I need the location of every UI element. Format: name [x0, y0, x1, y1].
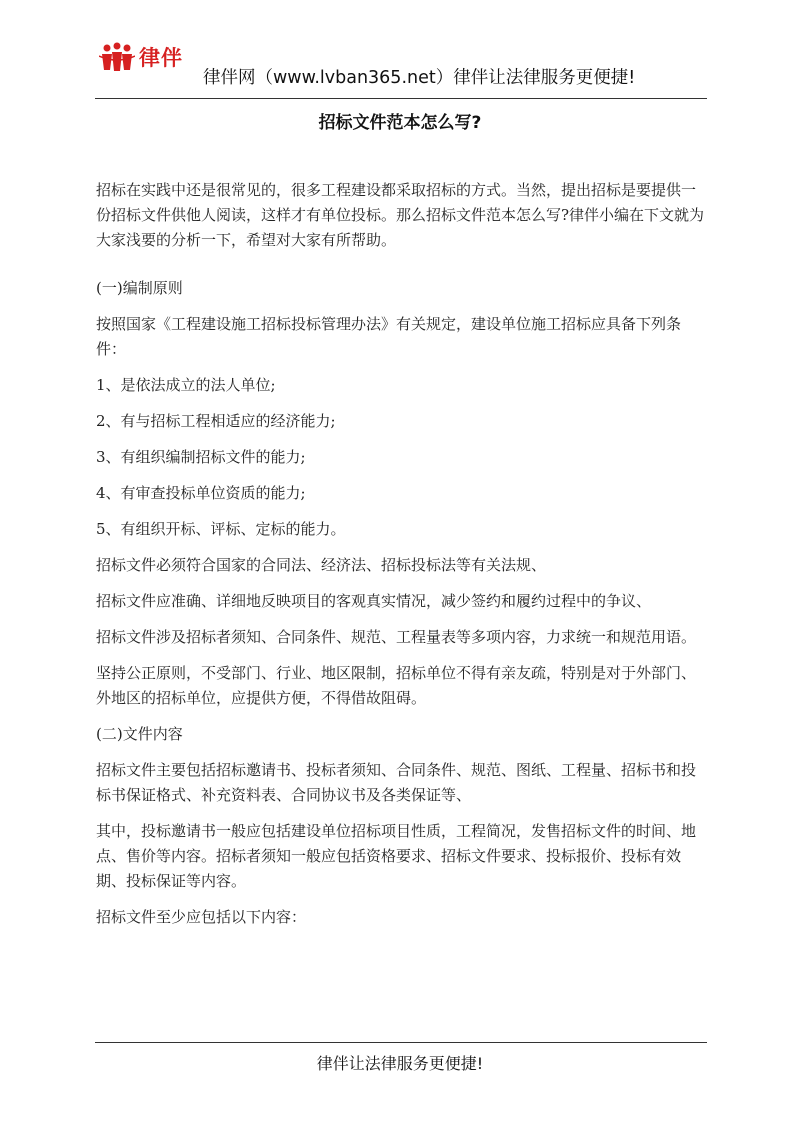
- footer-slogan: 律伴让法律服务更便捷!: [316, 1054, 484, 1073]
- list-item: 2、有与招标工程相适应的经济能力;: [96, 412, 336, 430]
- paragraph: 招标文件应准确、详细地反映项目的客观真实情况，减少签约和履约过程中的争议、: [96, 592, 652, 610]
- list-item: 1、是依法成立的法人单位;: [96, 376, 276, 394]
- paragraph: 招标文件至少应包括以下内容：: [96, 908, 307, 926]
- header-divider: [95, 98, 707, 99]
- document-body: [96, 178, 708, 930]
- logo-text: 律伴: [139, 46, 183, 70]
- paragraph: 招标文件必须符合国家的合同法、经济法、招标投标法等有关法规、: [96, 556, 547, 574]
- page-header: [95, 38, 707, 100]
- paragraph: 招标文件主要包括招标邀请书、投标者须知、合同条件、规范、图纸、工程量、招标书和投标书保证格式、补充资料表、合同协议书及各类保证等、: [96, 761, 697, 804]
- list-item: 4、有审查投标单位资质的能力;: [96, 484, 306, 502]
- paragraph: 其中，投标邀请书一般应包括建设单位招标项目性质，工程简况，发售招标文件的时间、地点、售价等内容。招标者须知一般应包括资格要求、招标文件要求、投标报价、投标有效期、投标保证等内容。: [96, 822, 697, 890]
- lvban-logo: [99, 42, 183, 72]
- paragraph: 招标文件涉及招标者须知、合同条件、规范、工程量表等多项内容，力求统一和规范用语。: [96, 628, 697, 646]
- people-logo-icon: [99, 42, 135, 72]
- paragraph: 按照国家《工程建设施工招标投标管理办法》有关规定，建设单位施工招标应具备下列条件：: [96, 315, 682, 358]
- paragraph: 坚持公正原则，不受部门、行业、地区限制，招标单位不得有亲友疏，特别是对于外部门、外地区的招标单位，应提供方便，不得借故阻碍。: [96, 664, 697, 707]
- list-item: 5、有组织开标、评标、定标的能力。: [96, 520, 346, 538]
- paragraph: 招标在实践中还是很常见的，很多工程建设都采取招标的方式。当然，提出招标是要提供一份招标文件供他人阅读，这样才有单位投标。那么招标文件范本怎么写?律伴小编在下文就为大家浅要的分析一下，希望对大家有所帮助。: [96, 181, 705, 249]
- list-item: 3、有组织编制招标文件的能力;: [96, 448, 306, 466]
- site-tagline: 律伴网（www.lvban365.net）律伴让法律服务更便捷!: [203, 68, 636, 88]
- footer-divider: [95, 1042, 707, 1043]
- section-heading: (一)编制原则: [96, 279, 183, 297]
- section-heading: (二)文件内容: [96, 725, 183, 743]
- document-title: 招标文件范本怎么写?: [318, 113, 482, 133]
